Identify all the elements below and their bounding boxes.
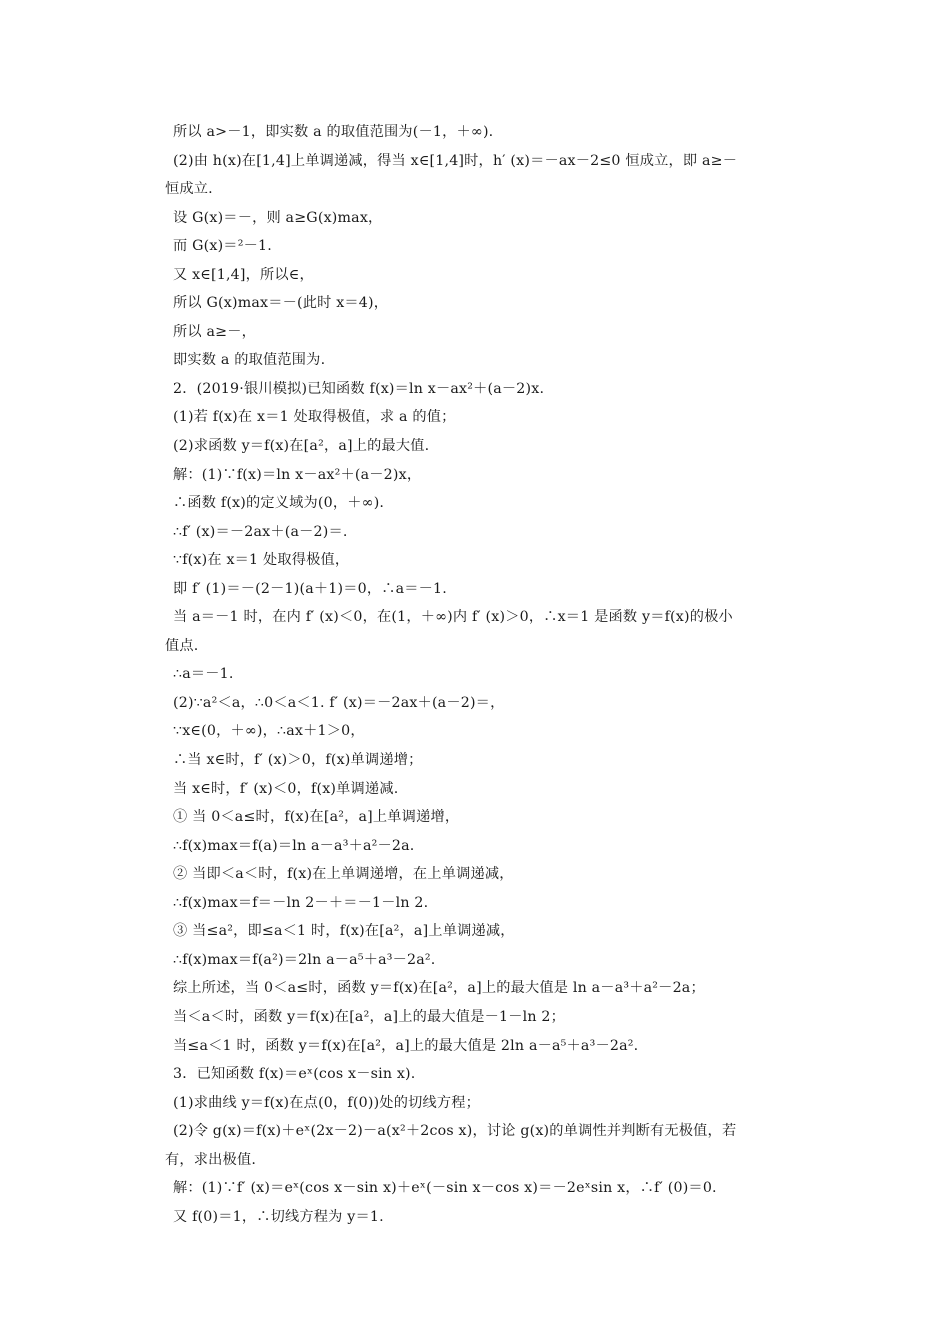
text-line: ∴函数 f(x)的定义域为(0，＋∞). xyxy=(173,495,385,512)
text-line: ∵f(x)在 x＝1 处取得极值， xyxy=(173,552,350,569)
text-line: ∴f(x)max＝f(a)＝ln a－a³＋a²－2a. xyxy=(173,837,415,854)
text-line: 所以 G(x)max＝－(此时 x＝4)， xyxy=(173,295,389,312)
text-line: ③ 当≤a²，即≤a＜1 时，f(x)在[a²，a]上单调递减， xyxy=(173,923,515,940)
problem-heading: 2．(2019·银川模拟)已知函数 f(x)＝ln x－ax²＋(a－2)x. xyxy=(173,380,545,397)
text-line: 所以 a≥－， xyxy=(173,323,257,340)
text-line: ∴f(x)max＝f(a²)＝2ln a－a⁵＋a³－2a². xyxy=(173,951,436,968)
text-line: (2)求函数 y＝f(x)在[a²，a]上的最大值. xyxy=(173,438,430,455)
text-line: 解：(1)∵f′ (x)＝eˣ(cos x－sin x)＋eˣ(－sin x－cos x)＝－2eˣsin x，∴f′ (0)＝0. xyxy=(173,1180,717,1197)
text-line: (1)若 f(x)在 x＝1 处取得极值，求 a 的值； xyxy=(173,409,456,426)
text-line: 综上所述，当 0＜a≤时，函数 y＝f(x)在[a²，a]上的最大值是 ln a－a³＋a²－2a； xyxy=(173,980,705,997)
text-line: ∵x∈(0，＋∞)，∴ax＋1＞0， xyxy=(173,723,365,740)
text-line: 设 G(x)＝－，则 a≥G(x)max， xyxy=(173,209,383,226)
text-line: 解：(1)∵f(x)＝ln x－ax²＋(a－2)x， xyxy=(173,466,422,483)
text-line: (1)求曲线 y＝f(x)在点(0，f(0))处的切线方程； xyxy=(173,1094,481,1111)
text-line: ∴f′ (x)＝－2ax＋(a－2)＝. xyxy=(173,523,348,540)
text-line: 当 x∈时，f′ (x)＜0，f(x)单调递减. xyxy=(173,780,399,797)
problem-heading: 3．已知函数 f(x)＝eˣ(cos x－sin x). xyxy=(173,1066,416,1083)
text-line: 所以 a>－1，即实数 a 的取值范围为(－1，＋∞). xyxy=(173,124,494,140)
text-line: ② 当即＜a＜时，f(x)在上单调递增，在上单调递减， xyxy=(173,866,514,883)
text-line: (2)∵a²＜a，∴0＜a＜1. f′ (x)＝－2ax＋(a－2)＝， xyxy=(173,694,505,711)
text-line: 值点. xyxy=(165,637,199,654)
text-line: 即实数 a 的取值范围为. xyxy=(173,352,326,369)
text-line: (2)令 g(x)＝f(x)＋eˣ(2x－2)－a(x²＋2cos x)，讨论 g(x)的单调性并判断有无极值，若 xyxy=(173,1123,737,1140)
text-line: 而 G(x)＝²－1. xyxy=(173,238,272,255)
text-line: ∴f(x)max＝f＝－ln 2－＋＝－1－ln 2. xyxy=(173,894,429,911)
text-line: 当≤a＜1 时，函数 y＝f(x)在[a²，a]上的最大值是 2ln a－a⁵＋a³－2a². xyxy=(173,1037,639,1054)
text-line: 又 f(0)＝1，∴切线方程为 y＝1. xyxy=(173,1208,384,1225)
document-body xyxy=(165,118,823,1231)
text-line: 有，求出极值. xyxy=(165,1151,257,1168)
text-line: 又 x∈[1,4]，所以∈， xyxy=(173,266,314,283)
text-line: 即 f′ (1)＝－(2－1)(a＋1)＝0，∴a＝－1. xyxy=(173,580,447,597)
text-line: ∴当 x∈时，f′ (x)＞0，f(x)单调递增； xyxy=(173,752,423,769)
text-line: 当＜a＜时，函数 y＝f(x)在[a²，a]上的最大值是－1－ln 2； xyxy=(173,1008,565,1025)
text-line: ∴a＝－1. xyxy=(173,666,234,683)
text-line: 恒成立. xyxy=(165,181,213,198)
text-line: (2)由 h(x)在[1,4]上单调递减，得当 x∈[1,4]时，h′ (x)＝－ax－2≤0 恒成立，即 a≥－ xyxy=(173,152,738,169)
text-line: ① 当 0＜a≤时，f(x)在[a²，a]上单调递增， xyxy=(173,809,460,826)
text-line: 当 a＝－1 时，在内 f′ (x)＜0，在(1，＋∞)内 f′ (x)＞0，∴x＝1 是函数 y＝f(x)的极小 xyxy=(173,609,733,626)
